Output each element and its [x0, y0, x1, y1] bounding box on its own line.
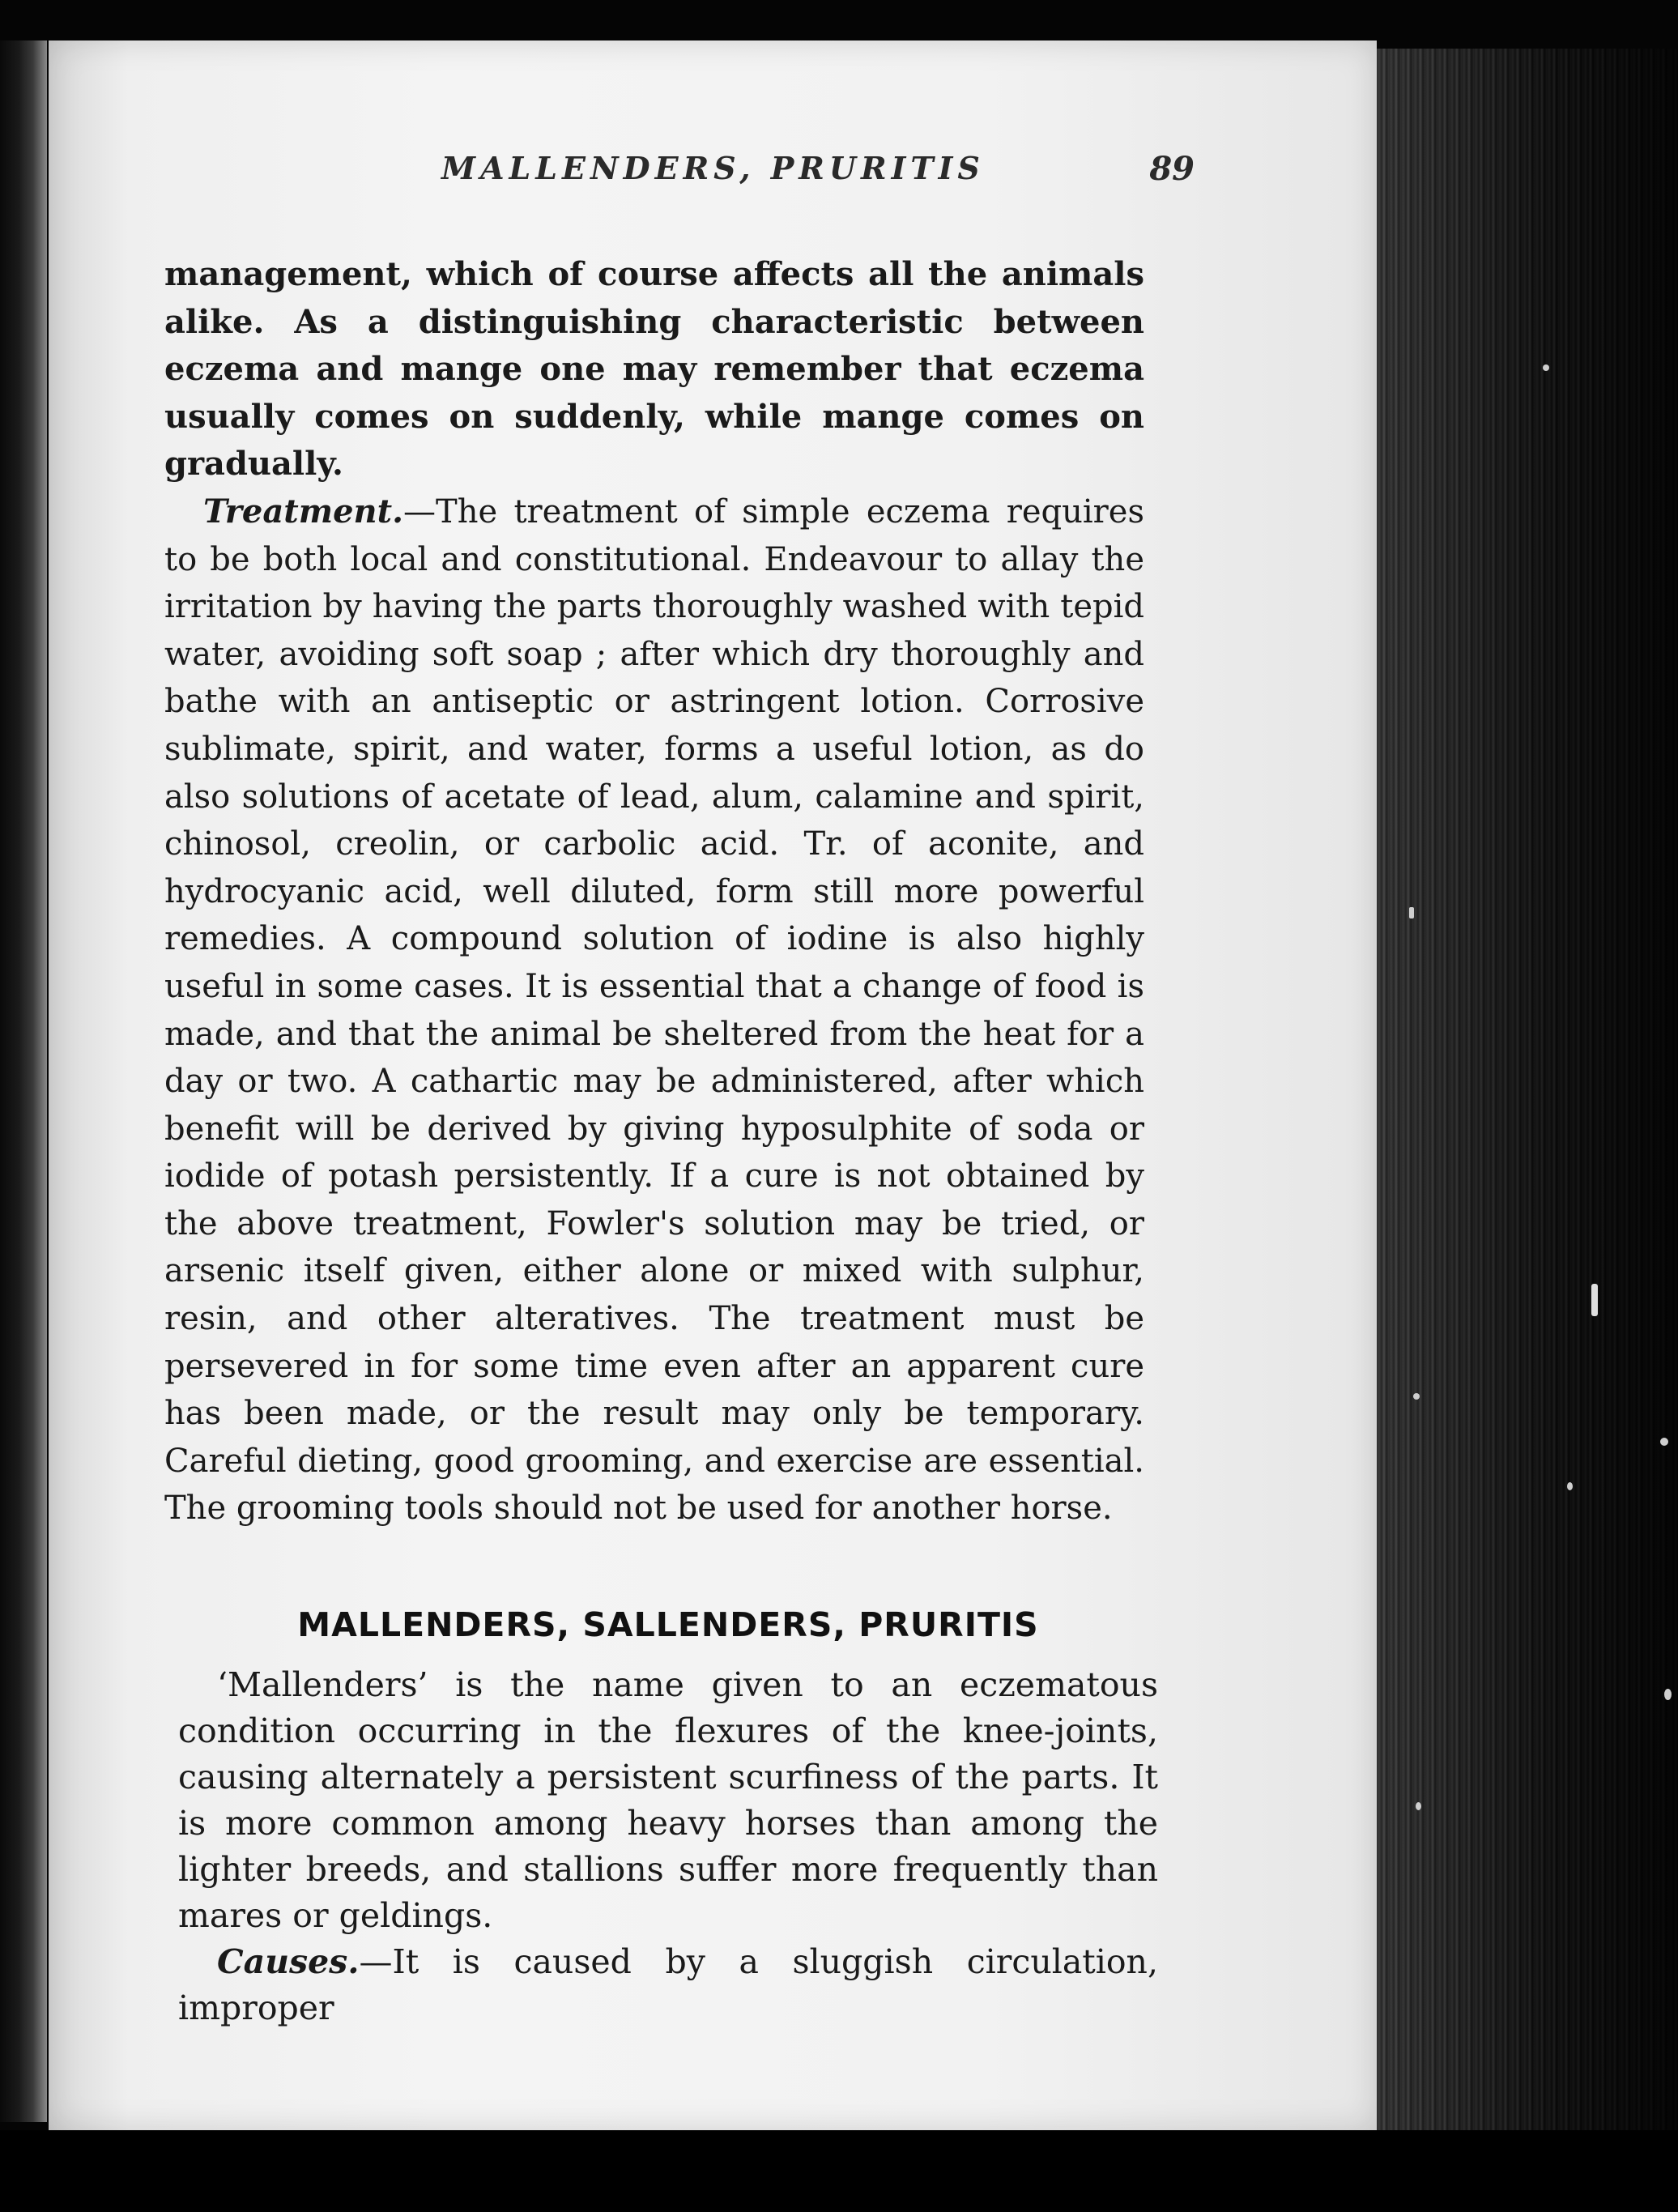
dust-speck [1543, 364, 1549, 371]
section-block [178, 1571, 1158, 2031]
book-binding-edge [0, 40, 47, 2122]
paragraph-treatment [164, 488, 1144, 1532]
dust-speck [1409, 907, 1414, 918]
main-text-block [164, 251, 1144, 1532]
paragraph-causes [178, 1939, 1158, 2031]
paragraph-eczema-mange: management, which of course affects all the animals alike. As a distinguishing characteristic between eczema and mange one may remember that eczema usually comes on suddenly, while mange comes on gradually. [164, 255, 1144, 484]
treatment-text: —The treatment of simple eczema requires to be both local and constitutional. Endeavour to allay the irritation by having the parts thoroughly washed with tepid water, avoiding soft soap ; after which dry thoroughly and bathe with an antiseptic or astringent lotion. Corrosive sublimate, spirit, and water, forms a useful lotion, as do also solutions of acetate of lead, alum, calamine and spirit, chinosol, creolin, or carbolic acid. Tr. of aconite, and hydrocyanic acid, well diluted, form still more powerful remedies. A compound solution of iodine is also highly useful in some cases. It is essential that a change of food is made, and that the animal be sheltered from the heat for a day or two. A cathartic may be administered, after which benefit will be derived by giving hyposulphite of soda or iodide of potash persistently. If a cure is not obtained by the above treatment, Fowler's solution may be tried, or arsenic itself given, either alone or mixed with sulphur, resin, and other alteratives. The treatment must be persevered in for some time even after an apparent cure has been made, or the result may only be temporary. Careful dieting, good grooming, and exercise are essential. The grooming tools should not be used for another horse. [164, 492, 1144, 1528]
running-title: MALLENDERS, PRURITIS [441, 150, 985, 186]
paragraph-mallenders: ‘Mallenders’ is the name given to an eczematous condition occurring in the flexures of the knee-joints, causing alternately a persistent scurfiness of the parts. It is more common among heavy horses than among the lighter breeds, and stallions suffer more frequently than mares or geldings. [178, 1665, 1158, 1935]
dust-speck [1413, 1393, 1420, 1400]
causes-lead: Causes. [217, 1942, 360, 1981]
dust-speck [1591, 1284, 1598, 1316]
dust-speck [1567, 1482, 1573, 1490]
scan-bottom-margin [0, 2130, 1678, 2212]
section-heading: MALLENDERS, SALLENDERS, PRURITIS [297, 1605, 1039, 1644]
causes-text: —It is caused by a sluggish circulation, improper [178, 1942, 1158, 2027]
dust-speck [1416, 1802, 1421, 1810]
running-head [162, 150, 1195, 198]
dust-speck [1664, 1689, 1672, 1700]
treatment-lead: Treatment. [203, 492, 404, 531]
page-number: 89 [1149, 150, 1195, 188]
page-stack-edge [1377, 49, 1678, 2146]
dust-speck [1660, 1438, 1668, 1446]
